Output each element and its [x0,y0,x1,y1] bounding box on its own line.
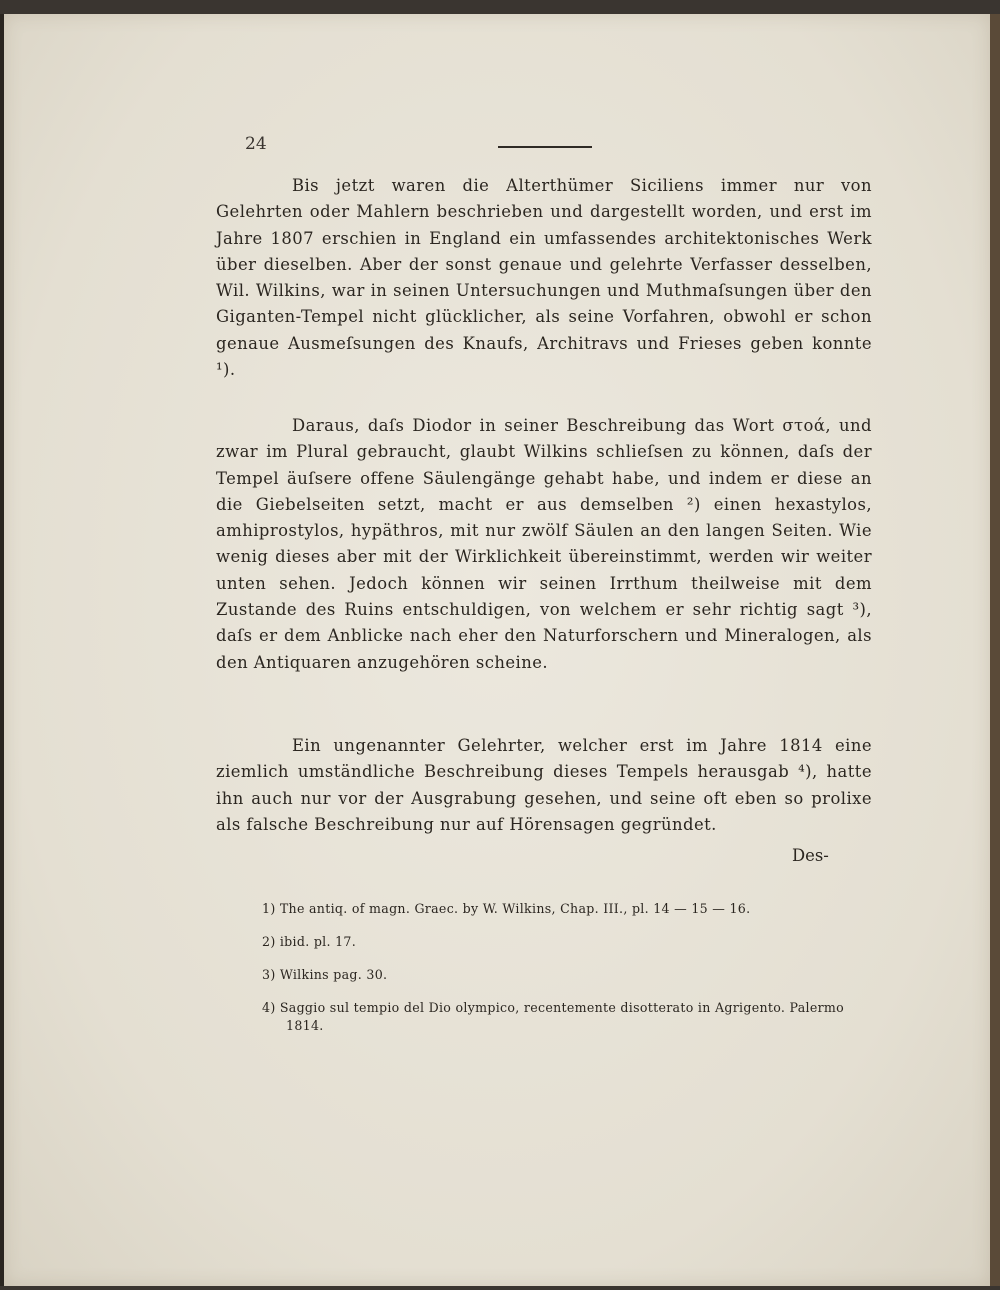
footnote-1: 1) The antiq. of magn. Graec. by W. Wilkins, Chap. III., pl. 14 — 15 — 16. [262,901,751,916]
paragraph-1: Bis jetzt waren die Alterthümer Siciliens immer nur von Gelehrten oder Mahlern beschrieben und dargestellt worden, und erst im Jahre 1807 erschien in England ein umfassendes architektonisches Werk über dieselben. Aber der sonst genaue und gelehrte Verfasser desselben, Wil. Wilkins, war in seinen Untersuchungen und Muthmaſsungen über den Giganten-Tempel nicht glücklicher, als seine Vorfahren, obwohl er schon genaue Ausmeſsungen des Knaufs, Architravs und Frieses geben konnte ¹). [216,176,872,380]
footnote-4: 4) Saggio sul tempio del Dio olympico, recentemente disotterato in Agrigento. Palermo 1814. [262,1000,845,1033]
footnote-3: 3) Wilkins pag. 30. [262,967,388,982]
paragraph-3: Ein ungenannter Gelehrter, welcher erst im Jahre 1814 eine ziemlich umständliche Beschreibung dieses Tempels herausgab ⁴), hatte ihn auch nur vor der Ausgrabung gesehen, und seine oft eben so prolixe als falsche Beschreibung nur auf Hörensagen gegründet. [216,736,872,834]
header-rule [498,146,592,148]
page-header [245,134,645,158]
paragraph-2: Daraus, daſs Diodor in seiner Beschreibung das Wort στοά, und zwar im Plural gebraucht, glaubt Wilkins schlieſsen zu können, daſs der Tempel äuſsere offene Säulengänge gehabt habe, und indem er diese an die Giebelseiten setzt, macht er aus demselben ²) einen hexastylos, amhiprostylos, hypäthros, mit nur zwölf Säulen an den langen Seiten. Wie wenig dieses aber mit der Wirklichkeit übereinstimmt, werden wir weiter unten sehen. Jedoch können wir seinen Irrthum theilweise mit dem Zustande des Ruins entschuldigen, von welchem er sehr richtig sagt ³), daſs er dem Anblicke nach eher den Naturforschern und Mineralogen, als den Antiquaren anzugehören scheine. [216,416,872,672]
catchword: Des- [792,846,829,865]
footnote-2: 2) ibid. pl. 17. [262,934,357,949]
page-number: 24 [245,134,267,154]
book-edge-right [990,14,1000,1286]
footnotes [262,900,862,1050]
